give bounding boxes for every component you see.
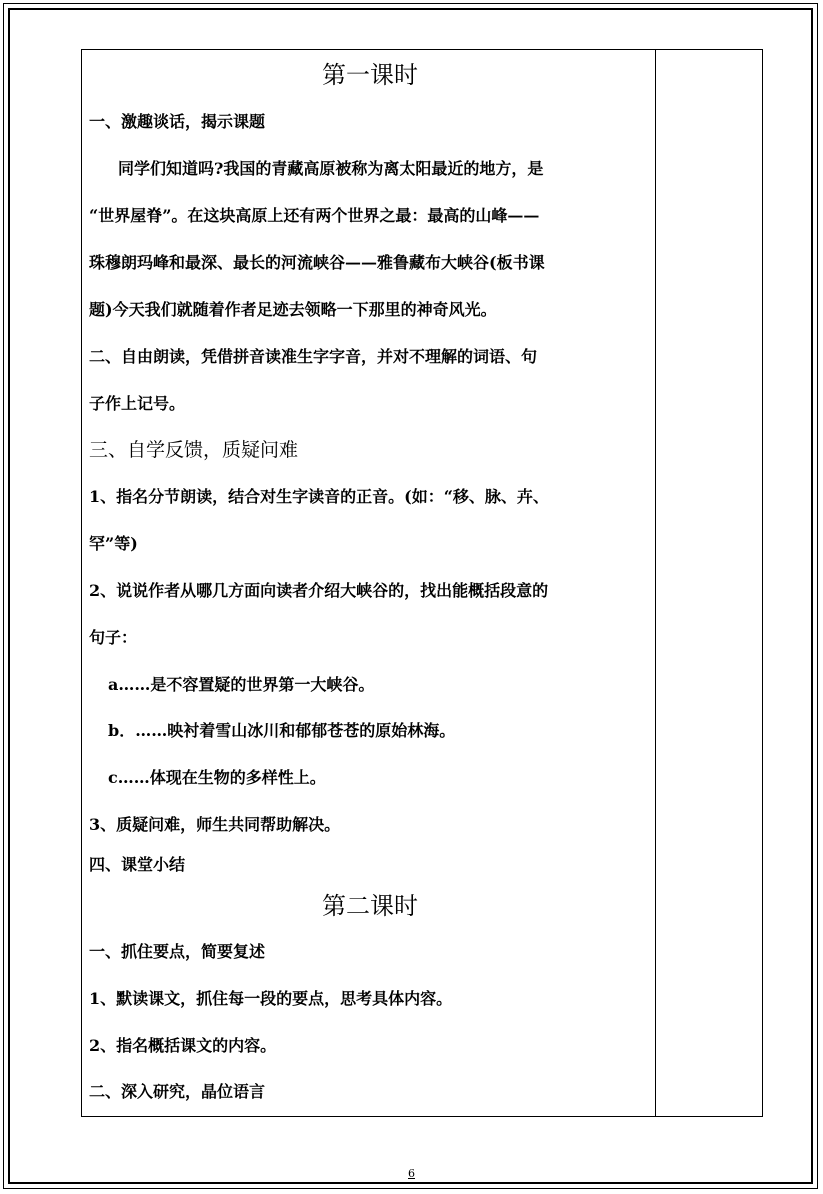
sub-item: b．……映衬着雪山冰川和郁郁苍苍的原始林海。 [108, 721, 456, 740]
paragraph-line: 珠穆朗玛峰和最深、最长的河流峡谷——雅鲁藏布大峡谷(板书课 [89, 253, 545, 272]
paragraph-line: 子作上记号。 [89, 394, 186, 413]
list-item: 2、指名概括课文的内容。 [89, 1036, 277, 1055]
list-item: 句子： [89, 628, 138, 647]
table-column-divider [655, 49, 656, 1117]
section-heading: 三、自学反馈，质疑问难 [89, 439, 299, 461]
section-heading: 二、自由朗读，凭借拼音读准生字字音，并对不理解的词语、句 [89, 347, 538, 366]
section-heading: 四、课堂小结 [89, 855, 186, 874]
paragraph-line: 同学们知道吗?我国的青藏高原被称为离太阳最近的地方，是 [118, 159, 544, 178]
list-item: 罕”等) [89, 534, 138, 553]
list-item: 2、说说作者从哪几方面向读者介绍大峡谷的，找出能概括段意的 [89, 581, 549, 600]
paragraph-line: “世界屋脊”。在这块高原上还有两个世界之最：最高的山峰—— [89, 206, 540, 225]
section-heading: 二、深入研究，晶位语言 [89, 1082, 266, 1101]
paragraph-line: 题)今天我们就随着作者足迹去领略一下那里的神奇风光。 [89, 300, 497, 319]
sub-item: c……体现在生物的多样性上。 [108, 768, 326, 787]
sub-item: a……是不容置疑的世界第一大峡谷。 [108, 675, 375, 694]
section-heading: 一、抓住要点，简要复述 [89, 942, 266, 961]
list-item: 3、质疑问难，师生共同帮助解决。 [89, 815, 341, 834]
lesson1-title: 第一课时 [322, 61, 418, 89]
section-heading: 一、激趣谈话，揭示课题 [89, 112, 266, 131]
list-item: 1、默读课文，抓住每一段的要点，思考具体内容。 [89, 989, 453, 1008]
lesson2-title: 第二课时 [322, 892, 418, 920]
list-item: 1、指名分节朗读，结合对生字读音的正音。(如：“移、脉、卉、 [89, 487, 549, 506]
page-number: 6 [408, 1167, 415, 1180]
